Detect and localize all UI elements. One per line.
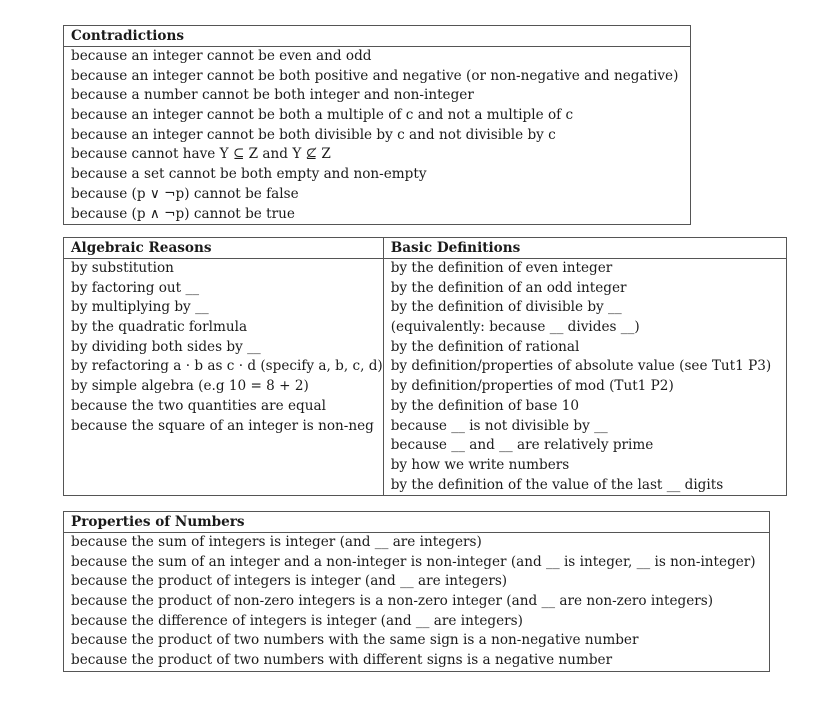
contradictions-table: [63, 25, 691, 225]
list-item: by the definition of divisible by __: [390, 299, 622, 316]
properties-list: [64, 533, 770, 672]
reasons-definitions-table: [63, 237, 787, 496]
list-item: by the definition of even integer: [390, 260, 613, 276]
list-item: because an integer cannot be both divisible by c and not divisible by c: [71, 126, 556, 143]
list-item: because the product of integers is integer (and __ are integers): [71, 573, 508, 590]
list-item: because the difference of integers is integer (and __ are integers): [71, 612, 523, 629]
list-item: because the two quantities are equal: [71, 397, 326, 414]
list-item: by the definition of the value of the last __ digits: [390, 476, 724, 493]
list-item: because the sum of integers is integer (and __ are integers): [71, 534, 482, 550]
list-item: by definition/properties of mod (Tut1 P2): [390, 378, 674, 395]
list-item: by how we write numbers: [390, 456, 570, 473]
basic-definitions-list: [383, 259, 786, 496]
contradictions-list: [64, 47, 691, 225]
list-item: because the product of two numbers with different signs is a negative number: [71, 652, 613, 669]
list-item: because __ is not divisible by __: [390, 417, 608, 434]
list-item: (equivalently: because __ divides __): [390, 319, 640, 336]
list-item: because an integer cannot be even and odd: [71, 48, 372, 64]
list-item: because cannot have Y ⊆ Z and Y ⊈ Z: [71, 146, 331, 163]
list-item: by simple algebra (e.g 10 = 8 + 2): [71, 378, 309, 395]
list-item: by dividing both sides by __: [71, 338, 261, 355]
list-item: because the product of two numbers with the same sign is a non-negative number: [71, 632, 639, 649]
contradictions-header: Contradictions: [64, 26, 691, 47]
list-item: because (p ∧ ¬p) cannot be true: [71, 205, 295, 222]
list-item: by substitution: [71, 260, 174, 276]
list-item: by the definition of an odd integer: [390, 279, 627, 296]
list-item: by factoring out __: [71, 279, 200, 296]
properties-header: Properties of Numbers: [64, 512, 770, 533]
basic-definitions-header: Basic Definitions: [383, 238, 786, 259]
properties-table: [63, 511, 770, 672]
list-item: because a set cannot be both empty and non-empty: [71, 166, 427, 183]
list-item: because an integer cannot be both positive and negative (or non-negative and negative): [71, 67, 679, 84]
list-item: because the product of non-zero integers is a non-zero integer (and __ are non-zero integers): [71, 593, 714, 610]
list-item: by the definition of rational: [390, 338, 580, 355]
list-item: by refactoring a · b as c · d (specify a, b, c, d): [71, 358, 383, 375]
algebraic-reasons-header: Algebraic Reasons: [64, 238, 384, 259]
list-item: by the definition of base 10: [390, 397, 579, 414]
list-item: by the quadratic forlmula: [71, 319, 248, 336]
list-item: because the square of an integer is non-neg: [71, 417, 374, 434]
list-item: because an integer cannot be both a multiple of c and not a multiple of c: [71, 107, 574, 124]
list-item: by multiplying by __: [71, 299, 209, 316]
list-item: because (p ∨ ¬p) cannot be false: [71, 185, 299, 202]
algebraic-reasons-list: [64, 259, 384, 496]
list-item: because the sum of an integer and a non-integer is non-integer (and __ is integer, __ is non-integer): [71, 553, 756, 570]
list-item: by definition/properties of absolute value (see Tut1 P3): [390, 358, 772, 375]
list-item: because a number cannot be both integer and non-integer: [71, 87, 474, 104]
list-item: because __ and __ are relatively prime: [390, 437, 654, 454]
